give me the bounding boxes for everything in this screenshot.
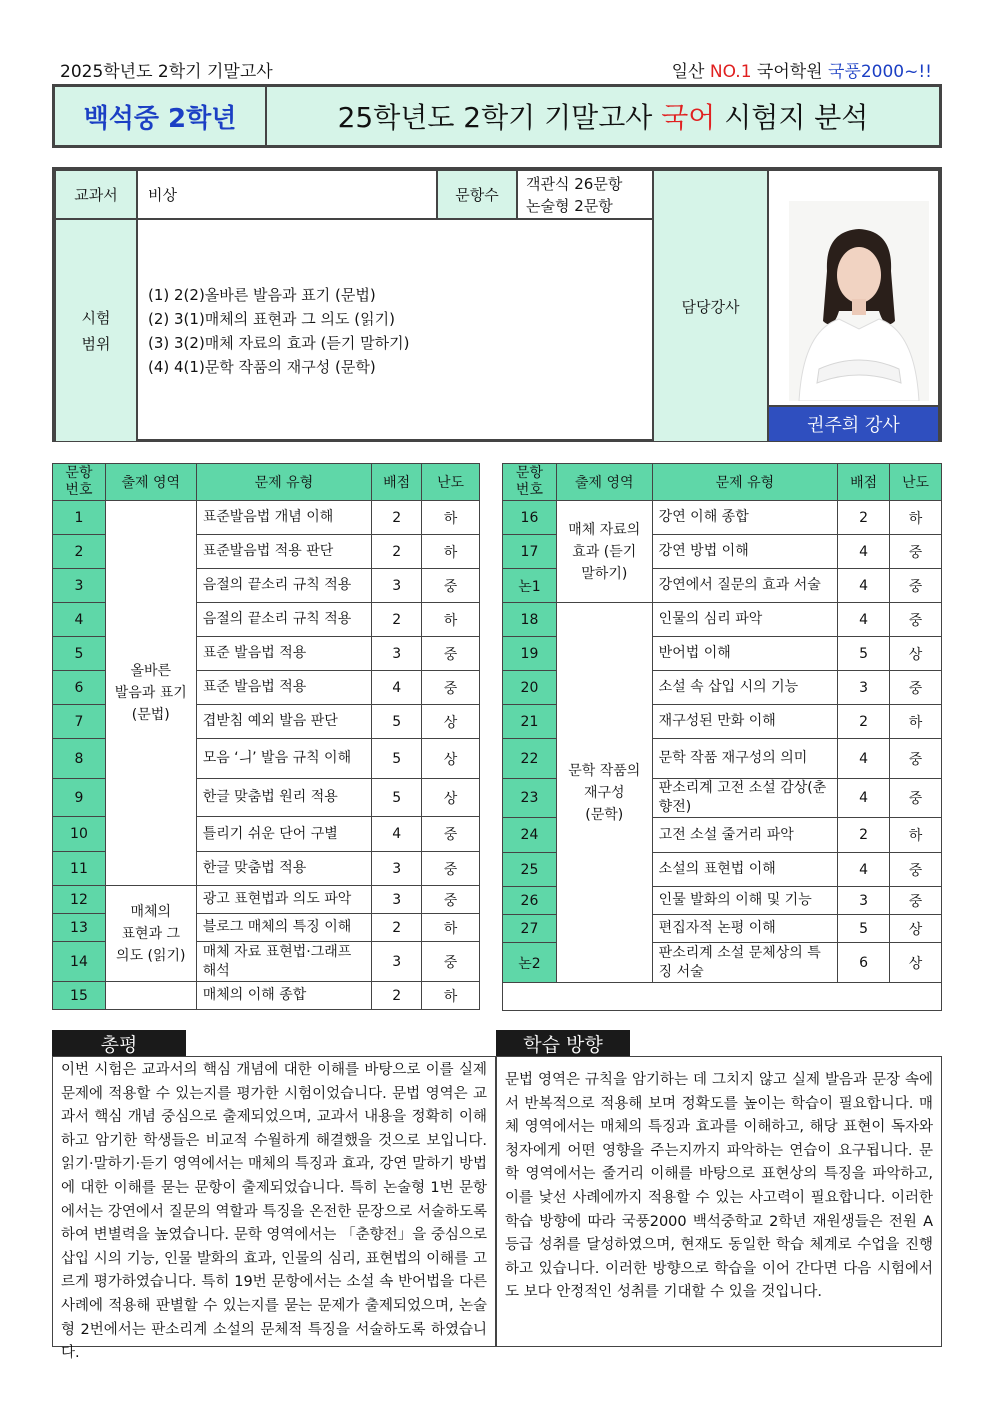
question-level: 하: [422, 914, 480, 942]
academy-slogan: [672, 57, 932, 82]
area-line: 말하기): [581, 565, 628, 582]
question-type: 매체의 이해 종합: [196, 982, 372, 1010]
question-type: 소설 속 삽입 시의 기능: [652, 671, 837, 705]
question-type: 편집자적 논평 이해: [652, 915, 837, 943]
teacher-name: 권주희 강사: [768, 406, 939, 442]
question-type: 겹받침 예외 발음 판단: [196, 705, 372, 739]
question-no: 23: [503, 779, 557, 818]
question-level: 중: [422, 817, 480, 852]
header-level: 난도: [890, 464, 942, 501]
question-level: 하: [422, 535, 480, 569]
question-level: 중: [422, 637, 480, 671]
question-no: 10: [53, 817, 106, 852]
question-no: 17: [503, 535, 557, 569]
header-type: 문제 유형: [196, 464, 372, 501]
header-no-line1: 문항: [515, 465, 543, 481]
question-no: 21: [503, 705, 557, 739]
question-level: 하: [422, 982, 480, 1010]
question-level: 중: [890, 671, 942, 705]
direction-label: 학습 방향: [496, 1030, 630, 1056]
header-no-line2: 번호: [515, 482, 543, 498]
question-level: 중: [422, 852, 480, 886]
question-score: 3: [372, 569, 422, 603]
question-no: 11: [53, 852, 106, 886]
question-type: 문학 작품 재구성의 의미: [652, 739, 837, 779]
question-count-label: 문항수: [437, 170, 517, 219]
area-line: 재구성: [584, 784, 625, 801]
count-multiple-choice: 객관식 26문항: [526, 174, 623, 193]
question-score: 5: [372, 739, 422, 779]
question-score: 2: [838, 818, 890, 853]
question-no: 14: [53, 942, 106, 982]
question-type: 판소리계 고전 소설 감상(춘향전): [652, 779, 837, 818]
slogan-brand: 국풍2000~!!: [828, 62, 932, 82]
question-type: 표준 발음법 적용: [196, 671, 372, 705]
question-score: 3: [838, 671, 890, 705]
question-level: 하: [422, 603, 480, 637]
area-media: [105, 886, 196, 982]
table-row: [53, 886, 480, 914]
teacher-photo-frame: [768, 170, 939, 406]
question-score: 4: [372, 817, 422, 852]
slogan-rank: NO.1: [709, 62, 752, 82]
question-score: 3: [838, 887, 890, 915]
question-level: 중: [890, 853, 942, 887]
question-table-left: [52, 463, 480, 1010]
area-line: 표현과 그: [121, 925, 181, 942]
table-row-empty: [503, 983, 942, 1011]
header-no-line1: 문항: [65, 465, 93, 481]
header-no-line2: 번호: [65, 482, 93, 498]
area-line: (문학): [585, 806, 624, 823]
area-line: (문법): [131, 707, 170, 723]
question-score: 5: [372, 705, 422, 739]
area-line: 매체의: [130, 903, 172, 920]
question-type: 광고 표현법과 의도 파악: [196, 886, 372, 914]
question-level: 하: [890, 705, 942, 739]
area-line: 발음과 표기: [114, 685, 187, 701]
question-no: 18: [503, 603, 557, 637]
header-score: 배점: [372, 464, 422, 501]
question-no: 22: [503, 739, 557, 779]
question-no: 24: [503, 818, 557, 853]
question-score: 2: [372, 982, 422, 1010]
exam-period-label: 2025학년도 2학기 기말고사: [60, 62, 273, 82]
question-level: 중: [890, 779, 942, 818]
question-score: 4: [838, 603, 890, 637]
question-table-right: [502, 463, 942, 1011]
question-level: 하: [890, 501, 942, 535]
question-no: 19: [503, 637, 557, 671]
question-level: 중: [422, 886, 480, 914]
teacher-photo: [789, 201, 929, 401]
question-no: 논1: [503, 569, 557, 603]
header-question-no: [503, 464, 557, 501]
question-level: 중: [890, 603, 942, 637]
question-level: 중: [890, 535, 942, 569]
question-type: 강연에서 질문의 효과 서술: [652, 569, 837, 603]
direction-text: 문법 영역은 규칙을 암기하는 데 그치지 않고 실제 발음과 문장 속에서 반복적으로 적용해 보며 정확도를 높이는 학습이 필요합니다. 매체 영역에서는 매체의 특징과 효과를 이해하고, 해당 표현이 독자와 청자에게 어떤 영향을 주는지까지 파악하는 연습이 요구됩니다. 문학 영역에서는 줄거리 이해를 바탕으로 표현상의 특징을 파악하고, 이를 낯선 사례에까지 적용할 수 있는 사고력이 필요합니다. 이러한 학습 방향에 따라 국풍2000 백석중학교 2학년 재원생들은 전원 A등급 성취를 달성하였으며, 현재도 동일한 학습 체계로 수업을 진행하고 있습니다. 이러한 방향으로 학습을 이어 간다면 다음 시험에서도 보다 안정적인 성취를 기대할 수 있을 것입니다.: [496, 1056, 942, 1347]
question-type: 반어법 이해: [652, 637, 837, 671]
question-no: 3: [53, 569, 106, 603]
question-score: 2: [372, 914, 422, 942]
area-line: 올바른: [130, 663, 172, 679]
question-type: 소설의 표현법 이해: [652, 853, 837, 887]
question-no: 2: [53, 535, 106, 569]
header-level: 난도: [422, 464, 480, 501]
area-line: 문학 작품의: [568, 762, 641, 779]
school-grade-title: 백석중 2학년: [55, 87, 267, 145]
question-level: 중: [422, 569, 480, 603]
header-area: 출제 영역: [105, 464, 196, 501]
question-no: 4: [53, 603, 106, 637]
question-type: 표준발음법 적용 판단: [196, 535, 372, 569]
question-type: 음절의 끝소리 규칙 적용: [196, 603, 372, 637]
question-score: 4: [838, 535, 890, 569]
question-score: 4: [838, 739, 890, 779]
area-empty: [105, 982, 196, 1010]
exam-analysis-title: [267, 87, 939, 145]
header-type: 문제 유형: [652, 464, 837, 501]
exam-title-subject: 국어: [661, 101, 716, 134]
empty-cell: [503, 983, 942, 1011]
question-no: 7: [53, 705, 106, 739]
area-grammar: [105, 501, 196, 886]
question-score: 3: [372, 637, 422, 671]
question-score: 4: [838, 779, 890, 818]
question-no: 15: [53, 982, 106, 1010]
count-essay: 논술형 2문항: [526, 196, 613, 215]
question-type: 매체 자료 표현법·그래프 해석: [196, 942, 372, 982]
table-row: [503, 603, 942, 637]
table-row: [503, 501, 942, 535]
slogan-academy: 국어학원: [751, 62, 829, 82]
header-area: 출제 영역: [556, 464, 652, 501]
scope-label-line1: 시험: [81, 308, 111, 327]
question-no: 13: [53, 914, 106, 942]
title-box: [52, 84, 942, 148]
question-score: 2: [372, 535, 422, 569]
question-score: 2: [372, 501, 422, 535]
exam-title-prefix: 25학년도 2학기 기말고사: [337, 101, 653, 134]
question-score: 5: [838, 637, 890, 671]
question-no: 26: [503, 887, 557, 915]
scope-item: (3) 3(2)매체 자료의 효과 (듣기 말하기): [148, 333, 410, 352]
header-score: 배점: [838, 464, 890, 501]
question-level: 상: [890, 915, 942, 943]
area-line: 효과 (듣기: [572, 543, 637, 560]
question-count-value: [517, 170, 653, 219]
question-no: 9: [53, 779, 106, 817]
question-score: 2: [838, 705, 890, 739]
textbook-label: 교과서: [55, 170, 137, 219]
question-score: 4: [838, 853, 890, 887]
teacher-label: 담당강사: [653, 170, 768, 442]
question-no: 1: [53, 501, 106, 535]
area-literature: [556, 603, 652, 983]
question-level: 중: [890, 887, 942, 915]
question-level: 하: [890, 818, 942, 853]
question-level: 상: [890, 943, 942, 983]
header-question-no: [53, 464, 106, 501]
slogan-location: 일산: [671, 62, 710, 82]
table-row: [53, 501, 480, 535]
question-score: 6: [838, 943, 890, 983]
question-no: 12: [53, 886, 106, 914]
question-no: 20: [503, 671, 557, 705]
question-score: 2: [838, 501, 890, 535]
question-level: 중: [422, 671, 480, 705]
question-level: 하: [422, 501, 480, 535]
question-no: 6: [53, 671, 106, 705]
question-level: 상: [422, 705, 480, 739]
exam-info-box: [52, 167, 942, 442]
question-score: 5: [372, 779, 422, 817]
exam-title-suffix: 시험지 분석: [724, 101, 869, 134]
question-no: 논2: [503, 943, 557, 983]
question-no: 27: [503, 915, 557, 943]
question-score: 3: [372, 886, 422, 914]
textbook-value: 비상: [137, 170, 437, 219]
question-type: 인물의 심리 파악: [652, 603, 837, 637]
scope-label: [55, 219, 137, 442]
scope-item: (4) 4(1)문학 작품의 재구성 (문학): [148, 357, 376, 376]
question-type: 강연 방법 이해: [652, 535, 837, 569]
question-type: 판소리계 소설 문체상의 특징 서술: [652, 943, 837, 983]
question-score: 5: [838, 915, 890, 943]
question-level: 상: [422, 779, 480, 817]
question-no: 25: [503, 853, 557, 887]
question-type: 표준발음법 개념 이해: [196, 501, 372, 535]
scope-item: (1) 2(2)올바른 발음과 표기 (문법): [148, 285, 376, 304]
scope-list: [137, 219, 653, 442]
question-type: 표준 발음법 적용: [196, 637, 372, 671]
scope-item: (2) 3(1)매체의 표현과 그 의도 (읽기): [148, 309, 395, 328]
scope-label-line2: 범위: [81, 334, 111, 353]
question-no: 5: [53, 637, 106, 671]
question-score: 4: [372, 671, 422, 705]
question-score: 4: [838, 569, 890, 603]
question-level: 중: [890, 569, 942, 603]
question-no: 8: [53, 739, 106, 779]
question-score: 2: [372, 603, 422, 637]
area-line: 매체 자료의: [568, 521, 641, 538]
question-type: 재구성된 만화 이해: [652, 705, 837, 739]
area-line: 의도 (읽기): [116, 947, 186, 964]
question-level: 중: [422, 942, 480, 982]
top-header: [60, 55, 932, 83]
question-score: 3: [372, 852, 422, 886]
summary-label: 총평: [52, 1030, 186, 1056]
question-type: 틀리기 쉬운 단어 구별: [196, 817, 372, 852]
question-score: 3: [372, 942, 422, 982]
question-level: 상: [422, 739, 480, 779]
question-type: 인물 발화의 이해 및 기능: [652, 887, 837, 915]
question-type: 블로그 매체의 특징 이해: [196, 914, 372, 942]
summary-text: 이번 시험은 교과서의 핵심 개념에 대한 이해를 바탕으로 이를 실제 문제에 적용할 수 있는지를 평가한 시험이었습니다. 문법 영역은 교과서 핵심 개념 중심으로 출제되었으며, 교과서 내용을 정확히 이해하고 암기한 학생들은 비교적 수월하게 해결했을 것으로 보입니다. 읽기·말하기·듣기 영역에서는 매체의 특징과 효과, 강연 말하기 방법에 대한 이해를 묻는 문항이 출제되었습니다. 특히 논술형 1번 문항에서는 강연에서 질문의 역할과 특징을 온전한 문장으로 서술하도록 하여 변별력을 높였습니다. 문학 영역에서는 「춘향전」을 중심으로 삽입 시의 기능, 인물 발화의 효과, 인물의 심리, 표현법의 이해를 고르게 평가하였습니다. 특히 19번 문항에서는 소설 속 반어법을 다른 사례에 적용해 판별할 수 있는지를 묻는 문제가 출제되었으며, 논술형 2번에서는 판소리계 소설의 문체적 특징을 서술하도록 하였습니다.: [52, 1056, 496, 1347]
question-no: 16: [503, 501, 557, 535]
question-type: 한글 맞춤법 적용: [196, 852, 372, 886]
table-row: [53, 982, 480, 1010]
question-type: 강연 이해 종합: [652, 501, 837, 535]
question-type: 음절의 끝소리 규칙 적용: [196, 569, 372, 603]
question-level: 중: [890, 739, 942, 779]
question-level: 상: [890, 637, 942, 671]
question-type: 모음 ‘ㅢ’ 발음 규칙 이해: [196, 739, 372, 779]
question-type: 고전 소설 줄거리 파악: [652, 818, 837, 853]
question-type: 한글 맞춤법 원리 적용: [196, 779, 372, 817]
area-speech: [556, 501, 652, 603]
